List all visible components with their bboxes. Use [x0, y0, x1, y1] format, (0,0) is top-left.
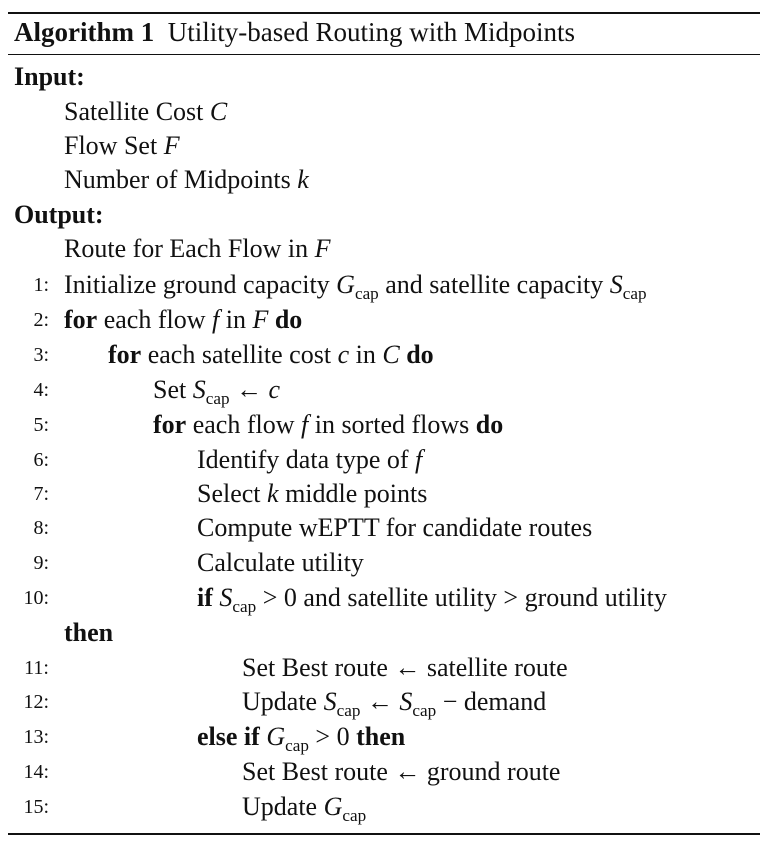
step-text: in [225, 305, 246, 334]
math-var: f [415, 445, 423, 474]
line-number: 12: [23, 691, 49, 713]
math-subscript: cap [622, 284, 647, 303]
step-text: ground utility [524, 583, 667, 612]
algorithm-label: Algorithm 1 [14, 17, 155, 47]
math-var: c [268, 375, 281, 404]
left-arrow-symbol: ← [236, 375, 263, 404]
line-number: 8: [33, 517, 49, 539]
line-number: 4: [33, 379, 49, 401]
math-var: F [163, 131, 180, 160]
line-number: 11: [24, 657, 49, 679]
greater-than-symbol: > [262, 583, 278, 612]
step-text: Initialize ground capacity [64, 270, 330, 299]
step-text: ground route [426, 757, 561, 786]
math-var: f [211, 305, 220, 334]
minus-symbol: − [442, 687, 458, 716]
keyword: for [153, 410, 187, 439]
step-text: Compute wEPTT for candidate routes [197, 513, 593, 542]
top-rule [8, 12, 760, 14]
math-var: G [336, 270, 355, 299]
greater-than-symbol: > [315, 722, 331, 751]
step-text: Identify data type of [197, 445, 409, 474]
math-subscript: cap [232, 597, 257, 616]
math-var: C [209, 97, 228, 126]
algorithm-title: Utility-based Routing with Midpoints [167, 17, 575, 47]
output-text: Route for Each Flow in [64, 234, 309, 263]
math-subscript: cap [342, 806, 367, 825]
step-text: Update [242, 792, 318, 821]
math-number: 0 [283, 583, 297, 612]
step-text: demand [463, 687, 547, 716]
line-number: 14: [23, 761, 49, 783]
keyword: else if [197, 722, 260, 751]
step-text: Update [242, 687, 318, 716]
math-subscript: cap [285, 736, 309, 755]
line-number: 1: [33, 274, 49, 296]
line-number: 5: [33, 414, 49, 436]
line-number: 9: [33, 552, 49, 574]
step-text: each satellite cost [147, 340, 332, 369]
math-number: 0 [336, 722, 350, 751]
input-heading: Input: [14, 62, 85, 91]
keyword: if [197, 583, 213, 612]
input-text: Number of Midpoints [64, 165, 291, 194]
input-text: Flow Set [64, 131, 158, 160]
math-var: F [252, 305, 269, 334]
math-var: S [219, 583, 233, 612]
step-text: in sorted flows [314, 410, 470, 439]
math-var: G [266, 722, 286, 751]
step-text: middle points [285, 479, 428, 508]
math-subscript: cap [354, 284, 379, 303]
math-var: f [300, 410, 309, 439]
math-var: S [323, 687, 337, 716]
math-var: k [267, 479, 279, 508]
keyword: do [475, 410, 504, 439]
left-arrow-symbol: ← [394, 653, 421, 682]
keyword: for [64, 305, 98, 334]
left-arrow-symbol: ← [366, 687, 393, 716]
keyword: for [108, 340, 142, 369]
math-var: G [323, 792, 343, 821]
step-text: Set Best route [242, 653, 388, 682]
step-text: Set Best route [242, 757, 388, 786]
step-text: and satellite capacity [385, 270, 604, 299]
math-var: F [314, 234, 331, 263]
line-number: 15: [23, 796, 49, 818]
math-subscript: cap [205, 389, 230, 408]
math-var: S [399, 687, 413, 716]
math-var: k [297, 165, 309, 194]
keyword: then [356, 722, 406, 751]
line-number: 13: [23, 726, 49, 748]
line-number: 7: [33, 483, 49, 505]
step-text: each flow [103, 305, 206, 334]
line-number: 2: [33, 309, 49, 331]
keyword: do [274, 305, 303, 334]
step-text: Set [153, 375, 187, 404]
keyword: then [64, 618, 114, 647]
math-var: c [337, 340, 350, 369]
line-number: 3: [33, 344, 49, 366]
keyword: do [406, 340, 434, 369]
bottom-rule [8, 833, 760, 835]
algorithm-caption [14, 15, 575, 49]
input-text: Satellite Cost [64, 97, 204, 126]
line-number: 10: [23, 587, 49, 609]
step-text: Calculate utility [197, 548, 364, 577]
math-subscript: cap [412, 701, 437, 720]
step-text: and satellite utility [303, 583, 497, 612]
left-arrow-symbol: ← [394, 757, 421, 786]
math-var: S [192, 375, 206, 404]
math-var: S [609, 270, 623, 299]
output-heading: Output: [14, 200, 104, 229]
step-text: satellite route [426, 653, 568, 682]
greater-than-symbol: > [503, 583, 519, 612]
line-number: 6: [33, 449, 49, 471]
math-subscript: cap [336, 701, 361, 720]
caption-rule [8, 54, 760, 55]
step-text: Select [197, 479, 261, 508]
step-text: in [355, 340, 376, 369]
step-text: each flow [192, 410, 295, 439]
math-var: C [382, 340, 400, 369]
